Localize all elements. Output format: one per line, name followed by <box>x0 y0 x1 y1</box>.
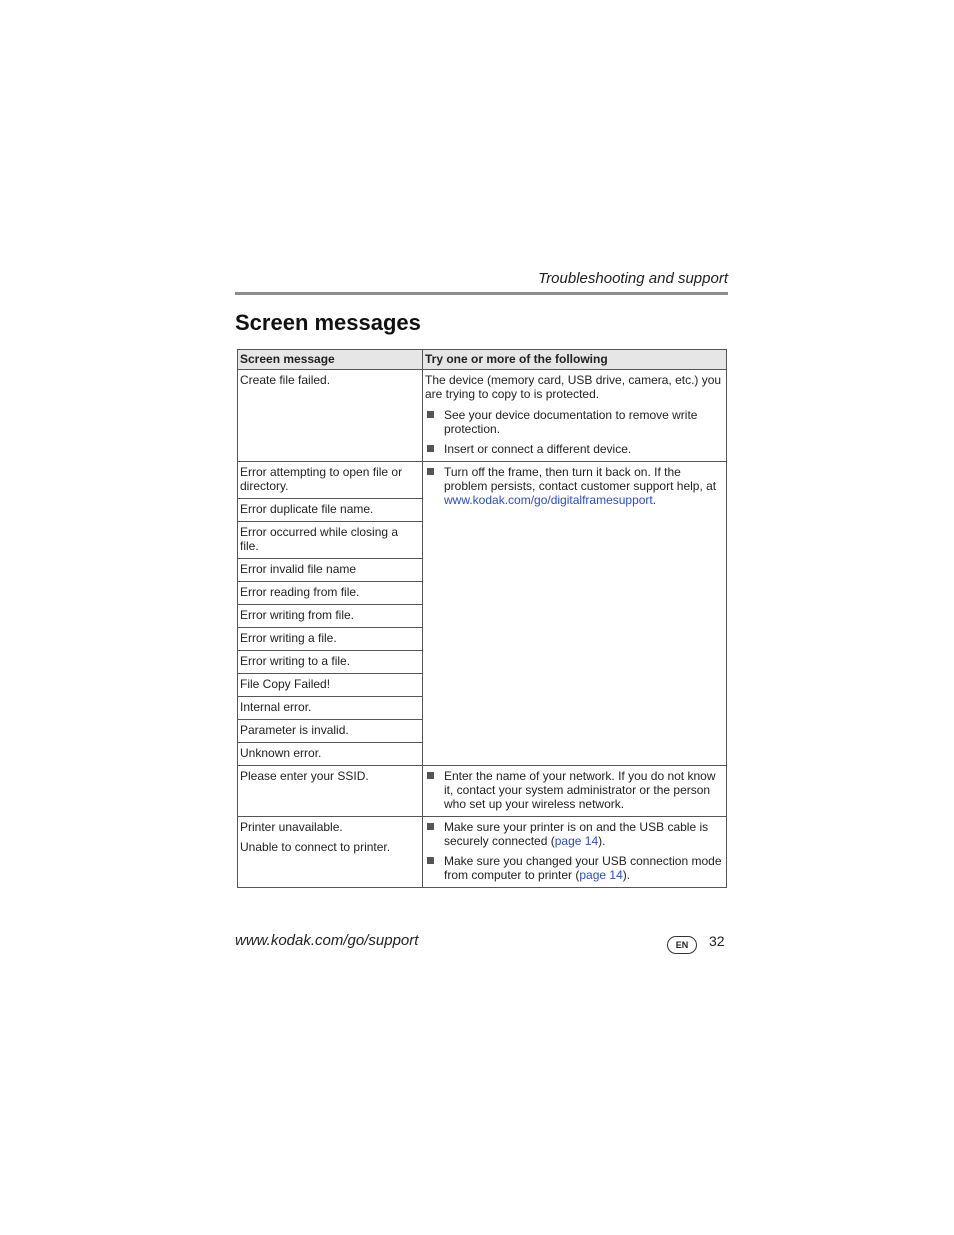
table-row <box>238 766 727 817</box>
solution-cell <box>423 766 727 817</box>
solution-bullet: Enter the name of your network. If you do not know it, contact your system administrator or the person who set up your wireless network. <box>425 769 724 811</box>
solution-cell <box>423 817 727 888</box>
column-header-solutions: Try one or more of the following <box>423 350 727 370</box>
solution-intro: The device (memory card, USB drive, camera, etc.) you are trying to copy to is protected. <box>425 373 722 401</box>
language-badge: EN <box>667 936 697 954</box>
message-line: Printer unavailable. <box>240 820 343 834</box>
screen-messages-table <box>237 349 727 888</box>
solution-list <box>425 820 724 882</box>
message-cell: Error invalid file name <box>238 559 423 582</box>
solution-list <box>425 465 724 507</box>
running-header: Troubleshooting and support <box>538 270 728 287</box>
solution-list <box>425 408 724 456</box>
table-row <box>238 817 727 888</box>
table-row <box>238 462 727 499</box>
solution-bullet <box>425 854 724 882</box>
support-link[interactable]: www.kodak.com/go/digitalframesupport <box>444 493 653 507</box>
message-cell: Error reading from file. <box>238 582 423 605</box>
footer-url: www.kodak.com/go/support <box>235 932 419 949</box>
message-cell: Error occurred while closing a file. <box>238 522 423 559</box>
table-row <box>238 370 727 462</box>
header-rule <box>235 292 728 295</box>
solution-bullet: See your device documentation to remove write protection. <box>425 408 724 436</box>
solution-bullet: Insert or connect a different device. <box>425 442 724 456</box>
message-cell: Error writing a file. <box>238 628 423 651</box>
message-line: Unable to connect to printer. <box>240 840 391 854</box>
solution-text-end: . <box>652 493 657 507</box>
message-cell: Error writing to a file. <box>238 651 423 674</box>
solution-text-end: ). <box>598 834 606 848</box>
message-cell: Error attempting to open file or directory. <box>238 462 423 499</box>
message-cell: Parameter is invalid. <box>238 720 423 743</box>
table-header-row <box>238 350 727 370</box>
solution-cell <box>423 370 727 462</box>
column-header-screen-message: Screen message <box>238 350 423 370</box>
solution-text: Turn off the frame, then turn it back on. If the problem persists, contact customer support help, at <box>444 465 717 493</box>
message-cell: Unknown error. <box>238 743 423 766</box>
message-cell: Error duplicate file name. <box>238 499 423 522</box>
page-title: Screen messages <box>235 310 421 335</box>
message-cell: Please enter your SSID. <box>238 766 423 817</box>
solution-list <box>425 769 724 811</box>
message-cell: Create file failed. <box>238 370 423 462</box>
page-number: 32 <box>709 933 725 949</box>
solution-bullet <box>425 465 724 507</box>
solution-cell <box>423 462 727 766</box>
message-cell: File Copy Failed! <box>238 674 423 697</box>
message-cell <box>238 817 423 888</box>
solution-text: Make sure you changed your USB connection mode from computer to printer ( <box>444 854 722 882</box>
solution-text-end: ). <box>622 868 631 882</box>
message-cell: Error writing from file. <box>238 605 423 628</box>
page-link[interactable]: page 14 <box>579 868 623 882</box>
message-cell: Internal error. <box>238 697 423 720</box>
solution-text: Make sure your printer is on and the USB cable is securely connected ( <box>444 820 709 848</box>
page-link[interactable]: page 14 <box>554 834 599 848</box>
solution-bullet <box>425 820 724 848</box>
